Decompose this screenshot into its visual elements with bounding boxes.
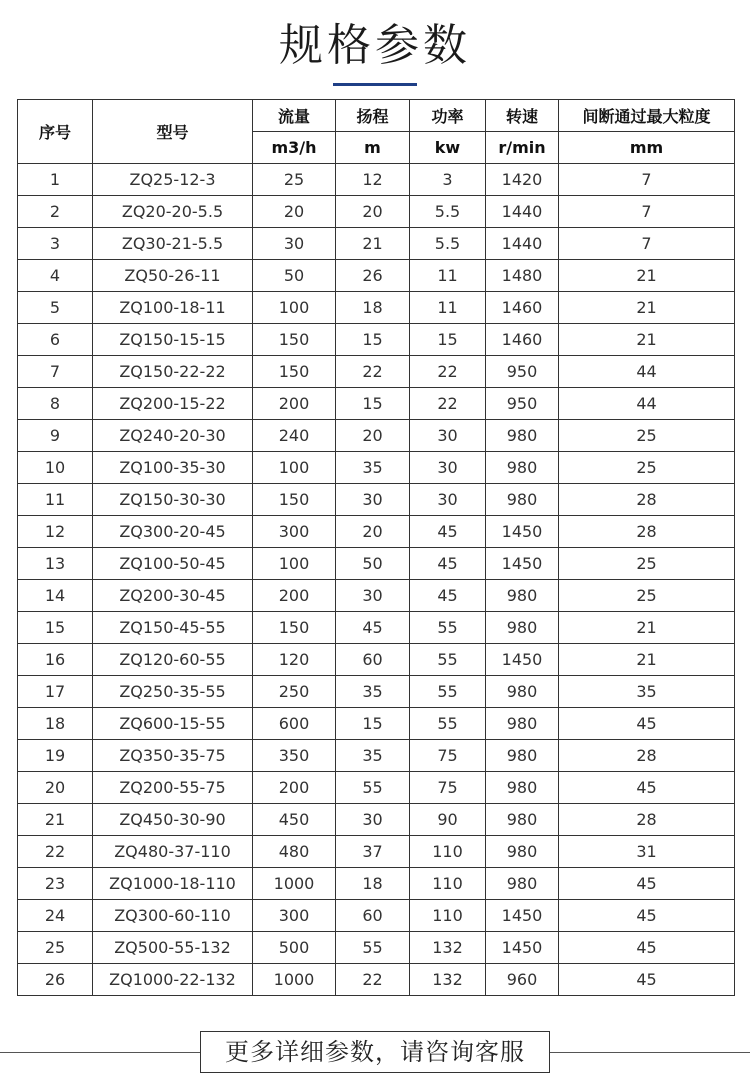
header-power: 功率: [410, 100, 486, 132]
header-speed: 转速: [486, 100, 559, 132]
cell-flow: 600: [253, 708, 336, 740]
table-row: [18, 772, 735, 804]
cell-power: 55: [410, 644, 486, 676]
cell-particle: 25: [559, 580, 735, 612]
header-index: 序号: [18, 100, 93, 164]
cell-index: 11: [18, 484, 93, 516]
cell-speed: 1450: [486, 516, 559, 548]
table-row: [18, 964, 735, 996]
cell-particle: 7: [559, 164, 735, 196]
cell-model: ZQ100-35-30: [93, 452, 253, 484]
cell-speed: 1440: [486, 228, 559, 260]
cell-flow: 200: [253, 388, 336, 420]
table-header: [18, 100, 735, 164]
cell-head: 50: [336, 548, 410, 580]
cell-flow: 150: [253, 612, 336, 644]
cell-power: 132: [410, 932, 486, 964]
cell-power: 110: [410, 868, 486, 900]
cell-flow: 1000: [253, 868, 336, 900]
cell-flow: 150: [253, 356, 336, 388]
cell-index: 18: [18, 708, 93, 740]
cell-power: 22: [410, 388, 486, 420]
cell-particle: 44: [559, 388, 735, 420]
cell-model: ZQ200-55-75: [93, 772, 253, 804]
cell-speed: 1450: [486, 644, 559, 676]
header-particle: 间断通过最大粒度: [559, 100, 735, 132]
table-row: [18, 580, 735, 612]
cell-speed: 980: [486, 452, 559, 484]
cell-index: 14: [18, 580, 93, 612]
cell-index: 7: [18, 356, 93, 388]
cell-head: 20: [336, 196, 410, 228]
table-row: [18, 932, 735, 964]
table-row: [18, 196, 735, 228]
cell-head: 22: [336, 964, 410, 996]
cell-head: 30: [336, 484, 410, 516]
cell-flow: 450: [253, 804, 336, 836]
table-row: [18, 804, 735, 836]
cell-index: 13: [18, 548, 93, 580]
cell-flow: 300: [253, 516, 336, 548]
cell-flow: 500: [253, 932, 336, 964]
cell-power: 11: [410, 292, 486, 324]
cell-speed: 950: [486, 356, 559, 388]
cell-model: ZQ30-21-5.5: [93, 228, 253, 260]
cell-model: ZQ500-55-132: [93, 932, 253, 964]
cell-speed: 980: [486, 612, 559, 644]
table-row: [18, 388, 735, 420]
cell-power: 45: [410, 516, 486, 548]
cell-index: 8: [18, 388, 93, 420]
cell-speed: 1450: [486, 548, 559, 580]
cell-model: ZQ25-12-3: [93, 164, 253, 196]
cell-speed: 980: [486, 868, 559, 900]
cell-particle: 21: [559, 260, 735, 292]
cell-particle: 25: [559, 420, 735, 452]
cell-particle: 21: [559, 612, 735, 644]
unit-power: kw: [410, 132, 486, 164]
cell-power: 75: [410, 772, 486, 804]
table-row: [18, 836, 735, 868]
cell-head: 35: [336, 676, 410, 708]
cell-speed: 1460: [486, 292, 559, 324]
spec-table: [17, 99, 735, 996]
cell-model: ZQ480-37-110: [93, 836, 253, 868]
cell-speed: 980: [486, 836, 559, 868]
cell-power: 11: [410, 260, 486, 292]
header-row: [18, 100, 735, 132]
cell-speed: 1480: [486, 260, 559, 292]
page-title: 规格参数: [279, 20, 471, 71]
cell-head: 20: [336, 516, 410, 548]
cell-power: 22: [410, 356, 486, 388]
cell-model: ZQ120-60-55: [93, 644, 253, 676]
cell-flow: 200: [253, 772, 336, 804]
cell-head: 15: [336, 388, 410, 420]
cell-particle: 44: [559, 356, 735, 388]
cell-speed: 980: [486, 580, 559, 612]
cell-model: ZQ1000-18-110: [93, 868, 253, 900]
cell-model: ZQ600-15-55: [93, 708, 253, 740]
table-row: [18, 420, 735, 452]
cell-power: 55: [410, 676, 486, 708]
cell-index: 1: [18, 164, 93, 196]
cell-power: 110: [410, 900, 486, 932]
cell-head: 35: [336, 452, 410, 484]
cell-flow: 150: [253, 324, 336, 356]
cell-speed: 1440: [486, 196, 559, 228]
cell-particle: 21: [559, 644, 735, 676]
cell-model: ZQ150-22-22: [93, 356, 253, 388]
cell-power: 75: [410, 740, 486, 772]
cell-particle: 21: [559, 292, 735, 324]
cell-model: ZQ450-30-90: [93, 804, 253, 836]
table-row: [18, 708, 735, 740]
cell-power: 45: [410, 580, 486, 612]
cell-power: 30: [410, 420, 486, 452]
cell-power: 45: [410, 548, 486, 580]
cell-flow: 350: [253, 740, 336, 772]
cell-index: 15: [18, 612, 93, 644]
table-body: [18, 164, 735, 996]
cell-flow: 1000: [253, 964, 336, 996]
unit-particle: mm: [559, 132, 735, 164]
cell-particle: 45: [559, 964, 735, 996]
cell-power: 55: [410, 612, 486, 644]
cell-head: 18: [336, 868, 410, 900]
cell-model: ZQ100-18-11: [93, 292, 253, 324]
cell-model: ZQ300-60-110: [93, 900, 253, 932]
cell-flow: 100: [253, 292, 336, 324]
cell-particle: 45: [559, 708, 735, 740]
cell-speed: 1450: [486, 932, 559, 964]
cell-index: 17: [18, 676, 93, 708]
title-underline: [333, 83, 417, 86]
table-row: [18, 228, 735, 260]
cell-particle: 7: [559, 196, 735, 228]
cell-power: 55: [410, 708, 486, 740]
cell-power: 90: [410, 804, 486, 836]
table-row: [18, 612, 735, 644]
cell-model: ZQ150-30-30: [93, 484, 253, 516]
cell-head: 30: [336, 580, 410, 612]
cell-model: ZQ20-20-5.5: [93, 196, 253, 228]
cell-index: 21: [18, 804, 93, 836]
cell-head: 30: [336, 804, 410, 836]
cell-head: 45: [336, 612, 410, 644]
cell-flow: 300: [253, 900, 336, 932]
cell-model: ZQ50-26-11: [93, 260, 253, 292]
cell-model: ZQ250-35-55: [93, 676, 253, 708]
cell-head: 60: [336, 900, 410, 932]
cell-head: 15: [336, 708, 410, 740]
cell-power: 30: [410, 484, 486, 516]
cell-model: ZQ100-50-45: [93, 548, 253, 580]
cell-flow: 50: [253, 260, 336, 292]
header-flow: 流量: [253, 100, 336, 132]
table-row: [18, 548, 735, 580]
cell-head: 18: [336, 292, 410, 324]
cell-particle: 28: [559, 804, 735, 836]
cell-index: 6: [18, 324, 93, 356]
cell-head: 35: [336, 740, 410, 772]
cell-particle: 28: [559, 484, 735, 516]
contact-service-button[interactable]: 更多详细参数，请咨询客服: [200, 1031, 550, 1073]
cell-particle: 28: [559, 516, 735, 548]
cell-model: ZQ240-20-30: [93, 420, 253, 452]
cell-speed: 950: [486, 388, 559, 420]
cell-speed: 1420: [486, 164, 559, 196]
table-row: [18, 516, 735, 548]
cell-speed: 1460: [486, 324, 559, 356]
cell-index: 5: [18, 292, 93, 324]
cell-index: 25: [18, 932, 93, 964]
table-row: [18, 292, 735, 324]
cell-particle: 25: [559, 452, 735, 484]
cell-power: 30: [410, 452, 486, 484]
cell-particle: 7: [559, 228, 735, 260]
cell-index: 26: [18, 964, 93, 996]
cell-index: 16: [18, 644, 93, 676]
cell-flow: 100: [253, 452, 336, 484]
cell-head: 26: [336, 260, 410, 292]
cell-head: 60: [336, 644, 410, 676]
table-row: [18, 260, 735, 292]
cell-power: 5.5: [410, 196, 486, 228]
cell-particle: 45: [559, 932, 735, 964]
table-row: [18, 740, 735, 772]
table-row: [18, 644, 735, 676]
cell-model: ZQ1000-22-132: [93, 964, 253, 996]
cell-head: 37: [336, 836, 410, 868]
cell-flow: 150: [253, 484, 336, 516]
cell-particle: 21: [559, 324, 735, 356]
cell-speed: 980: [486, 676, 559, 708]
cell-index: 12: [18, 516, 93, 548]
cell-head: 12: [336, 164, 410, 196]
unit-speed: r/min: [486, 132, 559, 164]
cell-index: 4: [18, 260, 93, 292]
cell-power: 3: [410, 164, 486, 196]
table-row: [18, 452, 735, 484]
cell-speed: 960: [486, 964, 559, 996]
cell-flow: 480: [253, 836, 336, 868]
cell-speed: 980: [486, 484, 559, 516]
cell-index: 2: [18, 196, 93, 228]
cell-particle: 45: [559, 772, 735, 804]
table-row: [18, 164, 735, 196]
cell-model: ZQ200-15-22: [93, 388, 253, 420]
cell-model: ZQ300-20-45: [93, 516, 253, 548]
cell-index: 3: [18, 228, 93, 260]
cell-index: 10: [18, 452, 93, 484]
cell-flow: 20: [253, 196, 336, 228]
cell-head: 21: [336, 228, 410, 260]
table-row: [18, 900, 735, 932]
unit-head: m: [336, 132, 410, 164]
cell-speed: 980: [486, 708, 559, 740]
header-head: 扬程: [336, 100, 410, 132]
cell-speed: 980: [486, 804, 559, 836]
cell-particle: 31: [559, 836, 735, 868]
cell-speed: 1450: [486, 900, 559, 932]
cell-particle: 28: [559, 740, 735, 772]
cell-flow: 100: [253, 548, 336, 580]
cell-head: 55: [336, 772, 410, 804]
cell-flow: 25: [253, 164, 336, 196]
cell-power: 110: [410, 836, 486, 868]
cell-head: 22: [336, 356, 410, 388]
cell-model: ZQ150-45-55: [93, 612, 253, 644]
cell-flow: 200: [253, 580, 336, 612]
cell-head: 55: [336, 932, 410, 964]
cell-index: 22: [18, 836, 93, 868]
cell-particle: 45: [559, 868, 735, 900]
cell-index: 23: [18, 868, 93, 900]
cell-power: 5.5: [410, 228, 486, 260]
cell-index: 9: [18, 420, 93, 452]
table-row: [18, 324, 735, 356]
cell-model: ZQ200-30-45: [93, 580, 253, 612]
cell-flow: 240: [253, 420, 336, 452]
cell-particle: 25: [559, 548, 735, 580]
cell-particle: 35: [559, 676, 735, 708]
cell-flow: 30: [253, 228, 336, 260]
table-row: [18, 356, 735, 388]
table-row: [18, 676, 735, 708]
cell-speed: 980: [486, 772, 559, 804]
cell-index: 24: [18, 900, 93, 932]
cell-power: 132: [410, 964, 486, 996]
cell-flow: 250: [253, 676, 336, 708]
cell-speed: 980: [486, 740, 559, 772]
cell-particle: 45: [559, 900, 735, 932]
cell-head: 15: [336, 324, 410, 356]
cell-head: 20: [336, 420, 410, 452]
header-model: 型号: [93, 100, 253, 164]
cell-index: 19: [18, 740, 93, 772]
cell-model: ZQ150-15-15: [93, 324, 253, 356]
cell-speed: 980: [486, 420, 559, 452]
cell-power: 15: [410, 324, 486, 356]
table-row: [18, 868, 735, 900]
cell-model: ZQ350-35-75: [93, 740, 253, 772]
table-row: [18, 484, 735, 516]
unit-flow: m3/h: [253, 132, 336, 164]
cell-flow: 120: [253, 644, 336, 676]
cell-index: 20: [18, 772, 93, 804]
